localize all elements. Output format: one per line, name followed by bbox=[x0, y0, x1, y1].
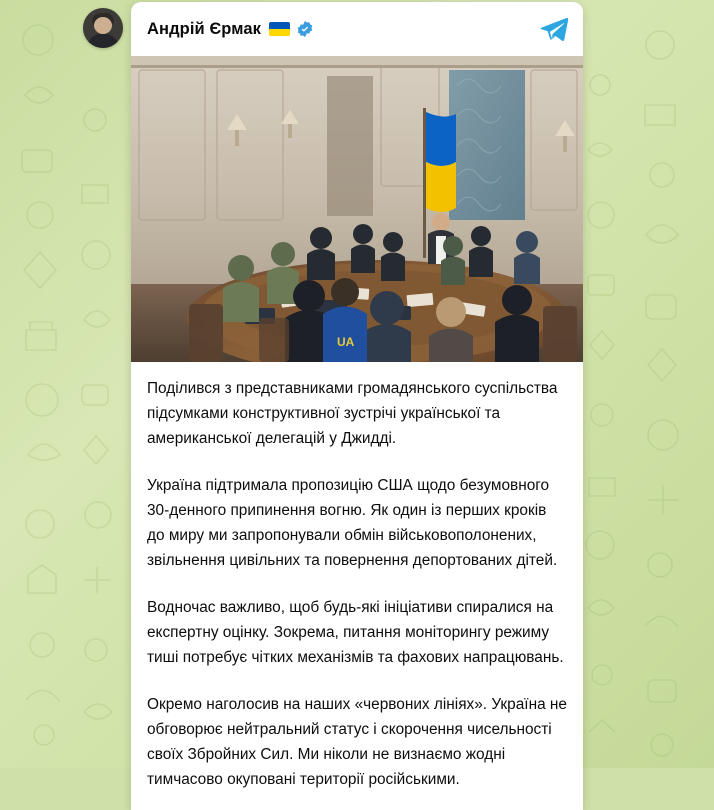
post-paragraph: Поділився з представниками громадянського суспільства підсумками конструктивної зустрічі української та американської делегацій у Джидді. bbox=[147, 380, 558, 447]
avatar[interactable] bbox=[83, 8, 123, 48]
ukraine-flag-icon bbox=[269, 22, 290, 36]
avatar-body bbox=[87, 34, 119, 48]
post-paragraph: Водночас важливо, щоб будь-які ініціативи спиралися на експертну оцінку. Зокрема, питання моніторингу режиму тиші потребує чітких механізмів та фахових напрацювань. bbox=[147, 599, 564, 666]
telegram-logo-icon[interactable] bbox=[539, 14, 569, 44]
post-paragraph: Україна підтримала пропозицію США щодо безумовного 30-денного припинення вогню. Як один із перших кроків до миру ми запропонували обмін військовополонених, звільнення цивільних та повернення депортованих дітей. bbox=[147, 477, 558, 569]
meeting-room-photo[interactable] bbox=[131, 56, 583, 362]
avatar-face bbox=[94, 17, 112, 34]
verified-checkmark-icon bbox=[296, 20, 314, 38]
post-text bbox=[131, 362, 583, 810]
channel-name[interactable]: Андрій Єрмак bbox=[147, 19, 261, 38]
post-header bbox=[131, 2, 583, 56]
svg-text:UA: UA bbox=[337, 335, 355, 349]
telegram-post-card bbox=[131, 2, 583, 810]
post-paragraph: Окремо наголосив на наших «червоних лініях». Україна не обговорює нейтральний статус і скорочення чисельності своїх Збройних Сил. Ми ніколи не визнаємо жодні тимчасово окуповані території російськими. bbox=[147, 696, 567, 788]
